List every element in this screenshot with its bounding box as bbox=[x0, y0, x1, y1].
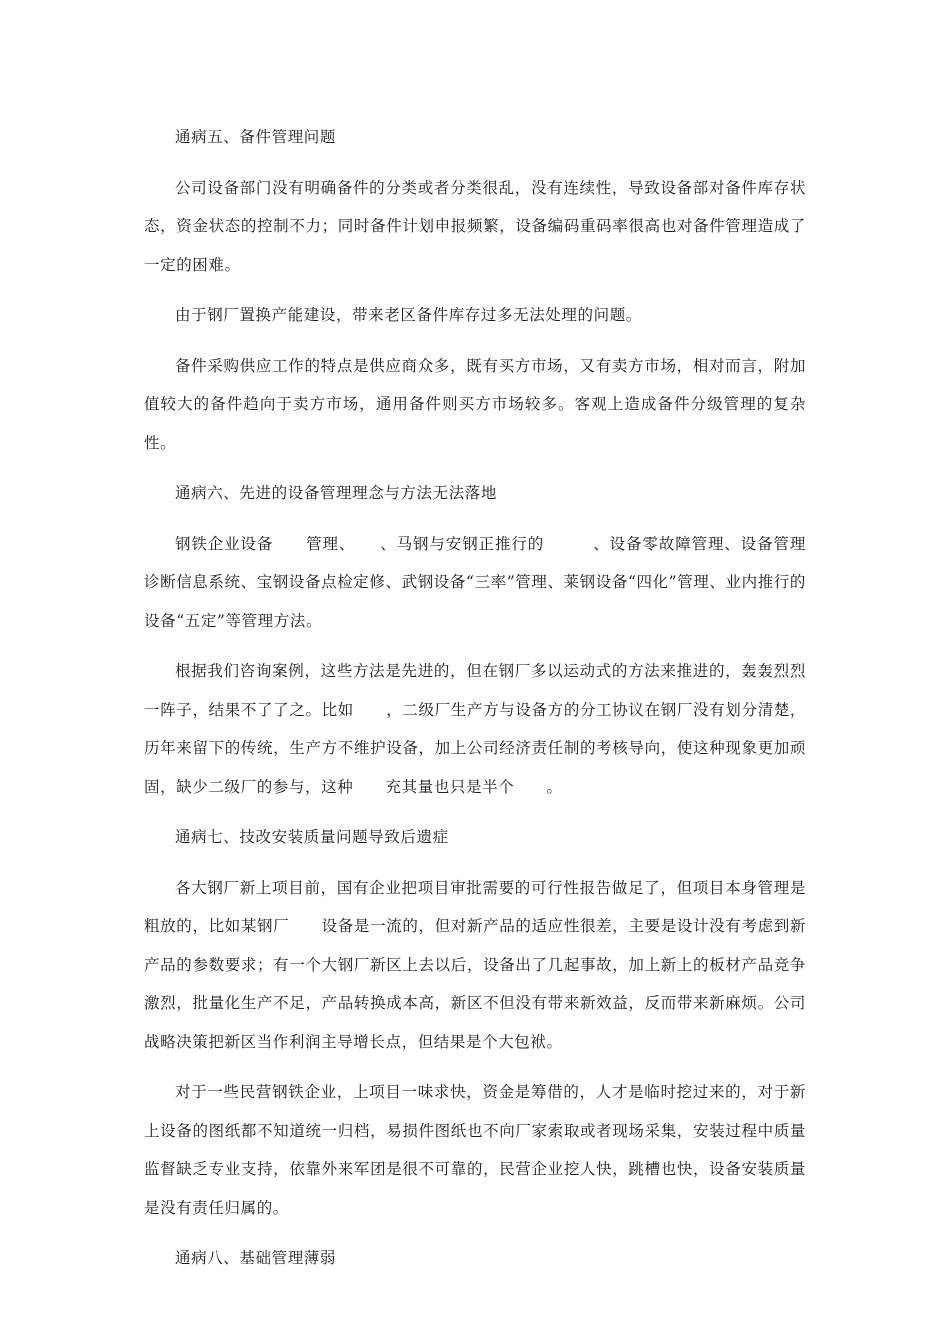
paragraph-5a: 公司设备部门没有明确备件的分类或者分类很乱，没有连续性，导致设备部对备件库存状态，资金状态的控制不力；同时备件计划申报频繁，设备编码重码率很高也对备件管理造成了一定的困难。 bbox=[144, 178, 806, 274]
spacer bbox=[144, 806, 806, 818]
section-heading-7: 通病七、技改安装质量问题导致后遗症 bbox=[175, 828, 449, 846]
paragraph-7a: 各大钢厂新上项目前，国有企业把项目审批需要的可行性报告做足了，但项目本身管理是粗放的，比如某钢厂 设备是一流的，但对新产品的适应性很差，主要是设计没有考虑到新产品的参数要求；有一个大钢厂新区上去以后，设备出了几起事故，加上新上的板材产品竞争激烈，批量化生产不足，产品转换成本高，新区不但没有带来新效益，反而带来新麻烦。公司战略决策把新区当作利润主导增长点，但结果是个大包袱。 bbox=[144, 878, 806, 1051]
paragraph-6b: 根据我们咨询案例，这些方法是先进的，但在钢厂多以运动式的方法来推进的，轰轰烈烈一阵子，结果不了了之。比如 ，二级厂生产方与设备方的分工协议在钢厂没有划分清楚，历年来留下的传统，生产方不维护设备，加上公司经济责任制的考核导向，使这种现象更加顽固，缺少二级厂的参与，这种 充其量也只是半个 。 bbox=[144, 662, 806, 796]
spacer bbox=[144, 1227, 806, 1239]
spacer bbox=[144, 335, 806, 347]
section-heading-8: 通病八、基础管理薄弱 bbox=[175, 1249, 337, 1267]
spacer bbox=[144, 513, 806, 525]
spacer bbox=[144, 640, 806, 652]
paragraph-7b: 对于一些民营钢铁企业，上项目一味求快，资金是筹借的，人才是临时挖过来的，对于新上设备的图纸都不知道统一归档，易损件图纸也不向厂家索取或者现场采集，安装过程中质量监督缺乏专业支持，依靠外来军团是很不可靠的，民营企业挖人快，跳槽也快，设备安装质量是没有责任归属的。 bbox=[144, 1083, 806, 1217]
paragraph-5b: 由于钢厂置换产能建设，带来老区备件库存过多无法处理的问题。 bbox=[175, 306, 642, 324]
paragraph-5c: 备件采购供应工作的特点是供应商众多，既有买方市场，又有卖方市场，相对而言，附加值较大的备件趋向于卖方市场，通用备件则买方市场较多。客观上造成备件分级管理的复杂性。 bbox=[144, 356, 806, 452]
spacer bbox=[144, 462, 806, 474]
section-heading-6: 通病六、先进的设备管理理念与方法无法落地 bbox=[175, 484, 498, 502]
spacer bbox=[144, 1061, 806, 1073]
spacer bbox=[144, 284, 806, 296]
section-heading-5: 通病五、备件管理问题 bbox=[175, 128, 337, 146]
spacer bbox=[144, 157, 806, 169]
document-page bbox=[144, 118, 806, 1278]
spacer bbox=[144, 857, 806, 869]
paragraph-6a: 钢铁企业设备 管理、 、马钢与安钢正推行的 、设备零故障管理、设备管理诊断信息系统、宝钢设备点检定修、武钢设备“三率”管理、莱钢设备“四化”管理、业内推行的设备“五定”等管理方法。 bbox=[144, 534, 806, 630]
